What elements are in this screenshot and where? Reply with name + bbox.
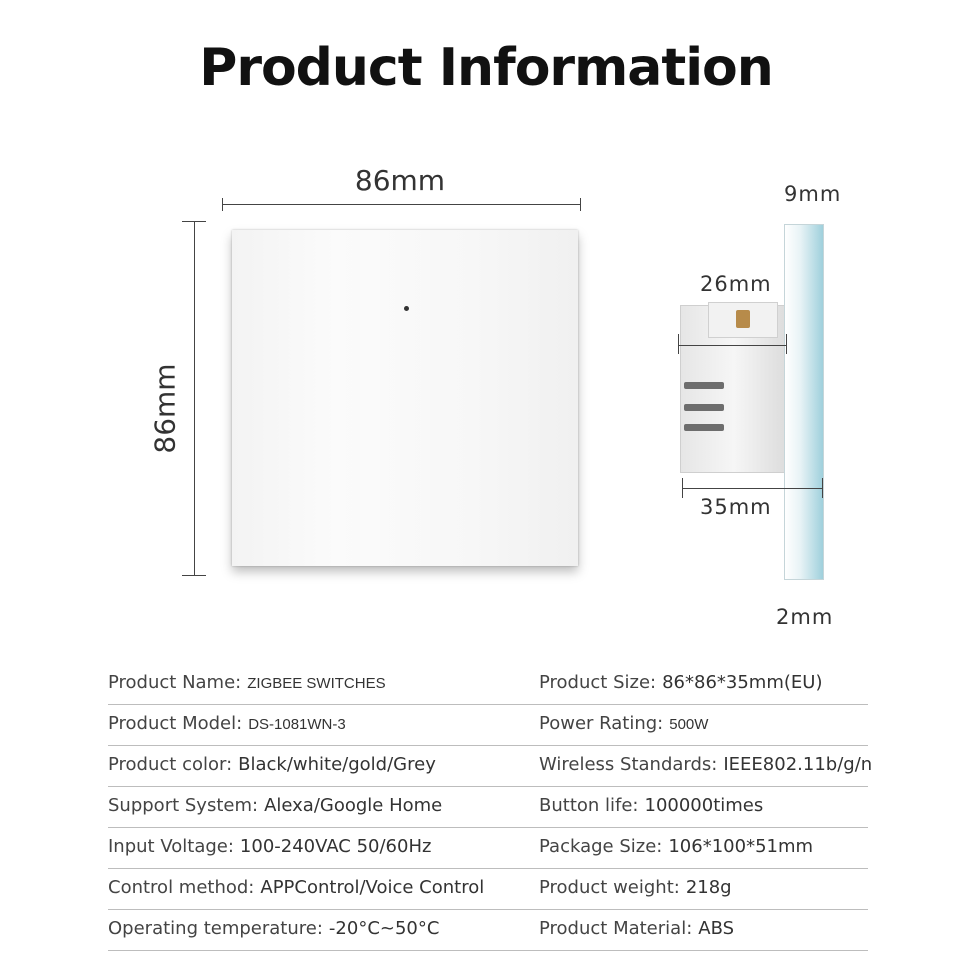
side-glass-label: 2mm xyxy=(776,605,834,629)
spec-cell xyxy=(108,877,484,898)
side-body-label: 26mm xyxy=(700,272,772,296)
side-overall-tick-right xyxy=(822,478,823,498)
spec-cell xyxy=(108,754,436,775)
height-dimension-tick-bottom xyxy=(182,575,206,576)
spec-key: Product Model: xyxy=(108,713,243,734)
spec-value: 500W xyxy=(669,716,709,733)
indicator-led xyxy=(404,306,409,311)
spec-table xyxy=(108,664,873,951)
side-body-tick-right xyxy=(786,334,787,354)
vent-slot xyxy=(684,424,724,431)
spec-cell xyxy=(539,918,734,939)
spec-cell xyxy=(108,672,386,693)
spec-value: 100-240VAC 50/60Hz xyxy=(239,836,432,857)
side-body-tick-left xyxy=(678,334,679,354)
spec-cell xyxy=(539,836,813,857)
spec-value: -20°C~50°C xyxy=(328,918,440,939)
spec-key: Product Name: xyxy=(108,672,242,693)
spec-cell xyxy=(539,877,732,898)
spec-row xyxy=(108,869,868,910)
spec-row xyxy=(108,828,868,869)
front-width-label: 86mm xyxy=(354,164,446,197)
side-overall-tick-left xyxy=(682,478,683,498)
spec-cell xyxy=(539,754,872,775)
spec-cell xyxy=(108,918,439,939)
side-overall-label: 35mm xyxy=(700,495,772,519)
spec-key: Operating temperature: xyxy=(108,918,323,939)
switch-side-glass xyxy=(784,224,824,580)
width-dimension-tick-right xyxy=(580,198,581,211)
side-body-dimension-line xyxy=(678,345,786,346)
spec-key: Control method: xyxy=(108,877,255,898)
spec-key: Button life: xyxy=(539,795,639,816)
spec-value: IEEE802.11b/g/n xyxy=(723,754,873,775)
spec-value: 86*86*35mm(EU) xyxy=(662,672,823,693)
height-dimension-line xyxy=(194,221,195,575)
vent-slot xyxy=(684,404,724,411)
spec-value: Black/white/gold/Grey xyxy=(238,754,436,775)
terminal-screw-icon xyxy=(736,310,750,328)
spec-value: Alexa/Google Home xyxy=(264,795,443,816)
spec-row xyxy=(108,746,873,787)
width-dimension-tick-left xyxy=(222,198,223,211)
spec-row xyxy=(108,910,868,951)
spec-row xyxy=(108,705,868,746)
spec-key: Power Rating: xyxy=(539,713,664,734)
spec-value: DS-1081WN-3 xyxy=(248,716,346,733)
spec-row xyxy=(108,787,868,828)
side-depth-label: 9mm xyxy=(784,182,842,206)
spec-row xyxy=(108,664,868,705)
spec-key: Package Size: xyxy=(539,836,663,857)
height-dimension-tick-top xyxy=(182,221,206,222)
spec-cell xyxy=(539,713,708,734)
spec-value: APPControl/Voice Control xyxy=(260,877,485,898)
spec-cell xyxy=(539,795,763,816)
spec-value: 218g xyxy=(685,877,732,898)
spec-key: Product weight: xyxy=(539,877,680,898)
page-title: Product Information xyxy=(199,38,773,98)
width-dimension-line xyxy=(222,204,580,205)
spec-cell xyxy=(108,836,431,857)
side-overall-dimension-line xyxy=(682,488,822,489)
spec-cell xyxy=(108,795,442,816)
vent-slot xyxy=(684,382,724,389)
spec-value: ZIGBEE SWITCHES xyxy=(247,675,386,692)
front-height-label: 86mm xyxy=(148,363,182,454)
spec-key: Product Material: xyxy=(539,918,693,939)
spec-key: Wireless Standards: xyxy=(539,754,718,775)
spec-value: 106*100*51mm xyxy=(668,836,814,857)
switch-front-panel xyxy=(232,230,578,566)
spec-value: 100000times xyxy=(644,795,764,816)
spec-key: Product color: xyxy=(108,754,233,775)
spec-cell xyxy=(108,713,346,734)
spec-value: ABS xyxy=(698,918,735,939)
spec-key: Input Voltage: xyxy=(108,836,234,857)
spec-cell xyxy=(539,672,822,693)
spec-key: Product Size: xyxy=(539,672,657,693)
spec-key: Support System: xyxy=(108,795,259,816)
